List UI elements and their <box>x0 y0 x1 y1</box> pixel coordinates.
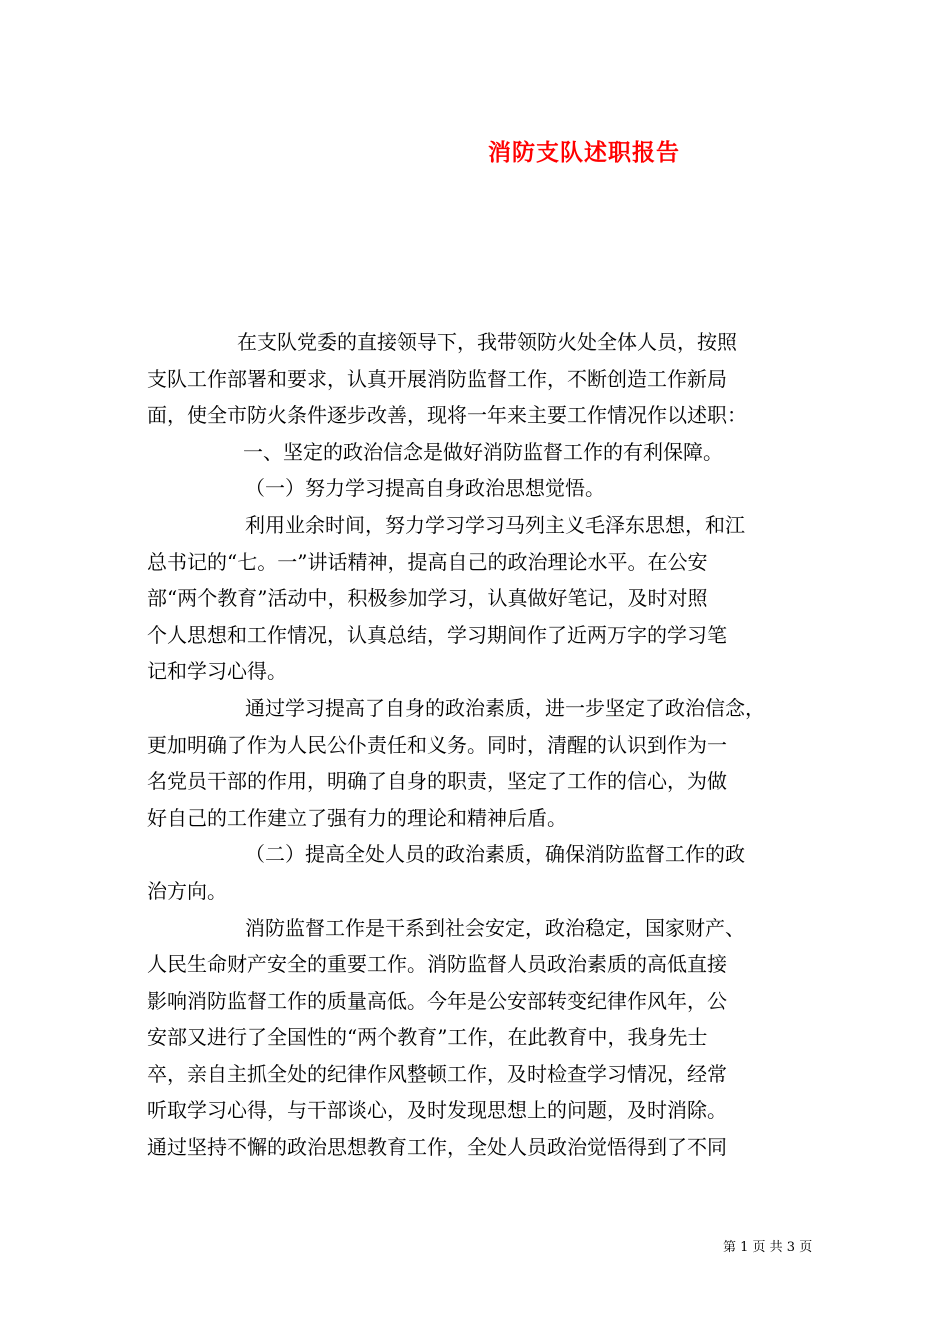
paragraph-line: 治方向。 <box>147 878 227 903</box>
paragraph-line: 个人思想和工作情况，认真总结，学习期间作了近两万字的学习笔 <box>147 622 727 647</box>
subsection-heading: （一）努力学习提高自身政治思想觉悟。 <box>245 476 605 501</box>
paragraph-line: 利用业余时间，努力学习学习马列主义毛泽东思想，和江 <box>245 512 745 537</box>
paragraph-line: 面，使全市防火条件逐步改善，现将一年来主要工作情况作以述职： <box>147 403 747 428</box>
paragraph-line: 消防监督工作是干系到社会安定，政治稳定，国家财产、 <box>245 915 745 940</box>
paragraph-line: 总书记的“七。一”讲话精神，提高自己的政治理论水平。在公安 <box>147 549 708 574</box>
document-body <box>147 324 807 1166</box>
paragraph-line: 部“两个教育”活动中，积极参加学习，认真做好笔记，及时对照 <box>147 586 708 611</box>
section-heading: 一、坚定的政治信念是做好消防监督工作的有利保障。 <box>243 439 723 464</box>
subsection-heading: （二）提高全处人员的政治素质，确保消防监督工作的政 <box>245 842 745 867</box>
paragraph-line: 好自己的工作建立了强有力的理论和精神后盾。 <box>147 805 567 830</box>
paragraph-line: 卒，亲自主抓全处的纪律作风整顿工作，及时检查学习情况，经常 <box>147 1061 727 1086</box>
paragraph-line: 在支队党委的直接领导下，我带领防火处全体人员，按照 <box>237 330 737 354</box>
paragraph-line: 人民生命财产安全的重要工作。消防监督人员政治素质的高低直接 <box>147 952 727 977</box>
page-number-footer: 第 1 页 共 3 页 <box>723 1240 813 1255</box>
paragraph-line: 听取学习心得，与干部谈心，及时发现思想上的问题，及时消除。 <box>147 1098 727 1123</box>
document-title: 消防支队述职报告 <box>488 139 680 166</box>
paragraph-line: 通过坚持不懈的政治思想教育工作，全处人员政治觉悟得到了不同 <box>147 1135 727 1160</box>
paragraph-line: 名党员干部的作用，明确了自身的职责，坚定了工作的信心，为做 <box>147 769 727 794</box>
paragraph-line: 影响消防监督工作的质量高低。今年是公安部转变纪律作风年，公 <box>147 988 727 1013</box>
paragraph-line: 更加明确了作为人民公仆责任和义务。同时，清醒的认识到作为一 <box>147 732 727 757</box>
paragraph-line: 支队工作部署和要求，认真开展消防监督工作，不断创造工作新局 <box>147 366 727 391</box>
paragraph-line: 通过学习提高了自身的政治素质，进一步坚定了政治信念， <box>245 695 765 720</box>
paragraph-line: 记和学习心得。 <box>147 659 287 684</box>
paragraph-line: 安部又进行了全国性的“两个教育”工作，在此教育中，我身先士 <box>147 1025 708 1050</box>
